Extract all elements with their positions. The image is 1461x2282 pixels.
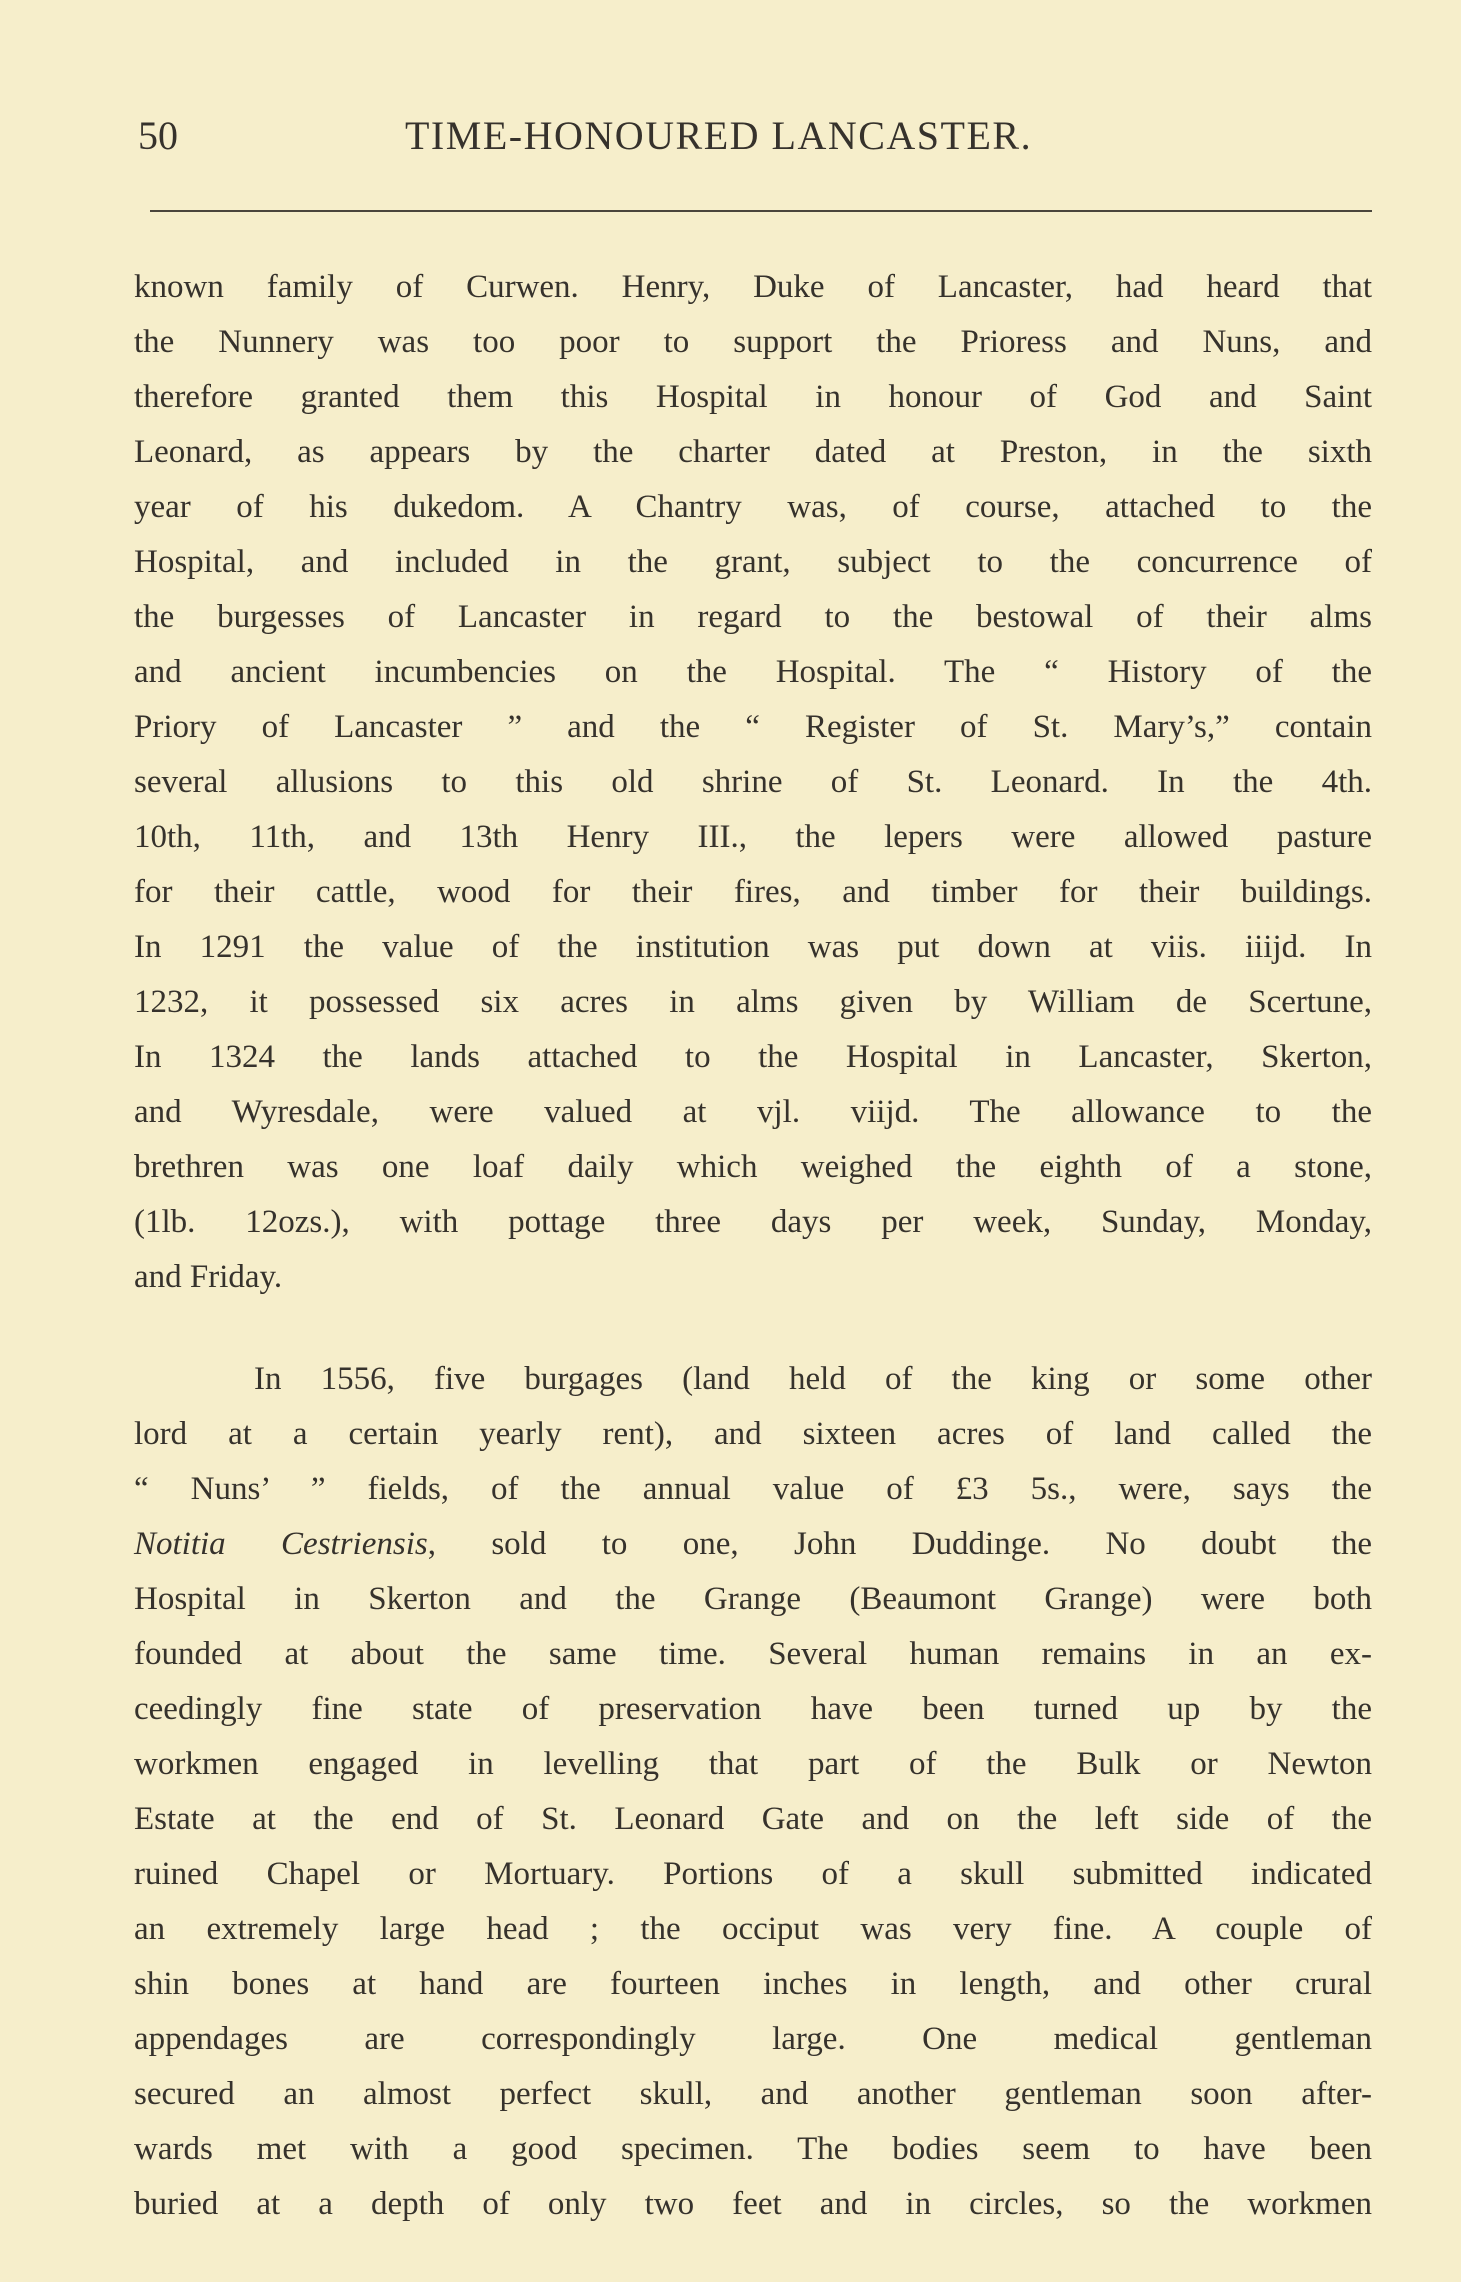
- text-line: founded at about the same time. Several human remains in an ex-: [134, 1636, 1372, 1672]
- text-line: ruined Chapel or Mortuary. Portions of a skull submitted indicated: [134, 1856, 1372, 1892]
- text-line: for their cattle, wood for their fires, and timber for their buildings.: [134, 874, 1372, 910]
- text-line: year of his dukedom. A Chantry was, of course, attached to the: [134, 489, 1372, 525]
- text-line: [134, 1517, 1372, 1572]
- body-text: [134, 260, 1372, 2232]
- text-line: “ Nuns’ ” fields, of the annual value of £3 5s., were, says the: [134, 1471, 1372, 1507]
- italic-title: Notitia Cestriensis: [134, 1526, 428, 1562]
- text-line: and Friday.: [134, 1259, 283, 1295]
- running-head: TIME-HONOURED LANCASTER.: [405, 113, 1033, 158]
- text-line: Leonard, as appears by the charter dated at Preston, in the sixth: [134, 434, 1372, 470]
- text-line: an extremely large head ; the occiput was very fine. A couple of: [134, 1911, 1372, 1947]
- text-line: In 1556, five burgages (land held of the king or some other: [254, 1361, 1372, 1397]
- paragraph-gap: [134, 1305, 1372, 1352]
- text-line: wards met with a good specimen. The bodies seem to have been: [134, 2131, 1372, 2167]
- paragraph-1: [134, 260, 1372, 1305]
- text-line: In 1291 the value of the institution was put down at viis. iiijd. In: [134, 929, 1372, 965]
- text-line: ceedingly fine state of preservation have been turned up by the: [134, 1691, 1372, 1727]
- text-line: 1232, it possessed six acres in alms given by William de Scertune,: [134, 984, 1372, 1020]
- text-line: the Nunnery was too poor to support the Prioress and Nuns, and: [134, 324, 1372, 360]
- text-line: appendages are correspondingly large. One medical gentleman: [134, 2021, 1372, 2057]
- text-line: the burgesses of Lancaster in regard to the bestowal of their alms: [134, 599, 1372, 635]
- text-line: secured an almost perfect skull, and another gentleman soon after-: [134, 2076, 1372, 2112]
- text-line: and ancient incumbencies on the Hospital. The “ History of the: [134, 654, 1372, 690]
- text-line: In 1324 the lands attached to the Hospital in Lancaster, Skerton,: [134, 1039, 1372, 1075]
- text-line: Hospital, and included in the grant, subject to the concurrence of: [134, 544, 1372, 580]
- text-line: brethren was one loaf daily which weighed the eighth of a stone,: [134, 1149, 1372, 1185]
- page-number: 50: [138, 113, 178, 158]
- text-line: 10th, 11th, and 13th Henry III., the lepers were allowed pasture: [134, 819, 1372, 855]
- text-line: buried at a depth of only two feet and in circles, so the workmen: [134, 2186, 1372, 2222]
- text-line: (1lb. 12ozs.), with pottage three days per week, Sunday, Monday,: [134, 1204, 1372, 1240]
- text-line: and Wyresdale, were valued at vjl. viijd. The allowance to the: [134, 1094, 1372, 1130]
- header-rule: [150, 210, 1372, 212]
- text-line: Estate at the end of St. Leonard Gate and on the left side of the: [134, 1801, 1372, 1837]
- text-line: several allusions to this old shrine of St. Leonard. In the 4th.: [134, 764, 1372, 800]
- paragraph-2: [134, 1352, 1372, 2232]
- text-line: therefore granted them this Hospital in honour of God and Saint: [134, 379, 1372, 415]
- text-run: , sold to one, John Duddinge. No doubt the: [427, 1526, 1372, 1562]
- text-line: known family of Curwen. Henry, Duke of Lancaster, had heard that: [134, 269, 1372, 305]
- text-line: shin bones at hand are fourteen inches in length, and other crural: [134, 1966, 1372, 2002]
- text-line: workmen engaged in levelling that part of the Bulk or Newton: [134, 1746, 1372, 1782]
- text-line: Priory of Lancaster ” and the “ Register of St. Mary’s,” contain: [134, 709, 1372, 745]
- text-line: lord at a certain yearly rent), and sixteen acres of land called the: [134, 1416, 1372, 1452]
- text-line: Hospital in Skerton and the Grange (Beaumont Grange) were both: [134, 1581, 1372, 1617]
